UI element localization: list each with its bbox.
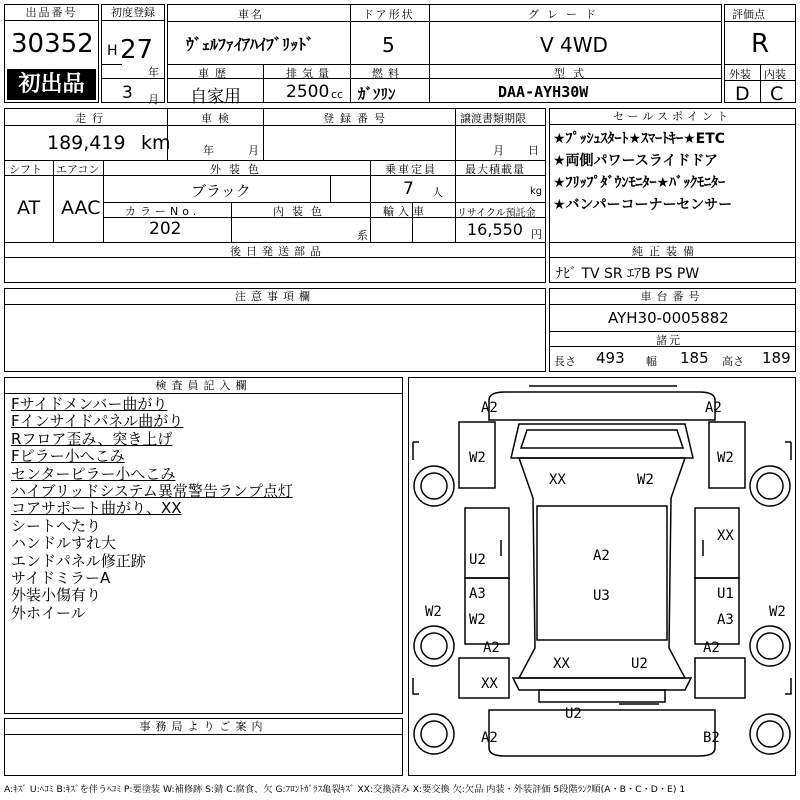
sales-point-list [553,128,732,216]
lot-box [4,4,99,103]
grade: V 4WD [540,33,608,57]
inspector-note: コアサポート曲がり、XX [11,499,182,518]
height: 189 [762,349,791,367]
damage-mark: XX [481,676,498,692]
sales-point-label: セールスポイント [550,109,795,125]
car-name: ｳﾞｪﾙﾌｧｲｱﾊｲﾌﾞﾘｯﾄﾞ [186,35,315,54]
doors: 5 [382,33,395,57]
shift: AT [17,197,41,219]
damage-mark: U2 [469,552,486,568]
transfer-day-unit: 日 [528,144,539,157]
int-color-unit: 系 [357,229,368,242]
height-label: 高さ [722,355,744,368]
fuel-label: 燃料 [372,67,404,80]
inspector-note: ハイブリッドシステム異常警告ランプ点灯 [11,482,293,501]
color: ブラック [191,182,251,200]
interior-score: C [770,83,784,105]
sales-point-item: ★ﾌﾟｯｼｭｽﾀｰﾄ★ｽﾏｰﾄｷｰ★ETC [553,131,726,147]
year-unit: 年 [148,66,159,79]
dims-label: 諸元 [656,334,682,347]
damage-mark: XX [717,528,734,544]
first-reg-year: 27 [120,35,154,65]
damage-mark: A2 [593,548,610,564]
mileage-label: 走行 [75,112,109,125]
shift-label: シフト [9,163,42,176]
damage-mark: B2 [703,730,720,746]
load-label: 最大積載量 [465,163,525,176]
width-label: 幅 [646,355,657,368]
first-reg-label: 初度登録 [102,5,164,21]
int-color-label: 内装色 [273,205,330,218]
load-unit: kg [530,186,543,197]
inspector-note: センターピラー小へこみ [11,464,176,483]
inspection-month-unit: 月 [248,144,259,157]
door-label: ドア形状 [363,8,415,21]
damage-mark: A2 [481,400,498,416]
notes-box [4,288,546,372]
damage-mark: U2 [565,706,582,722]
car-name-label: 車名 [238,8,264,21]
displacement: 2500 [286,82,330,102]
recycle: 16,550 [467,220,523,239]
equipment: ﾅﾋﾞ TV SR ｴｱB PS PW [556,266,700,282]
sales-point-item: ★バンパーコーナーセンサー [553,197,733,213]
fuel: ｶﾞｿﾘﾝ [358,85,396,103]
grade-label: グレード [528,8,604,21]
month-unit: 月 [148,93,159,106]
inspector-note: サイドミラーA [11,569,111,588]
inspector-label: 検査員記入欄 [5,378,402,394]
inspector-note: Rフロア歪み、突き上げ [11,429,173,448]
ac-label: エアコン [56,163,100,176]
damage-mark: A2 [703,640,720,656]
exterior-score: D [735,83,750,105]
sales-point-item: ★ﾌﾘｯﾌﾟﾀﾞｳﾝﾓﾆﾀｰ★ﾊﾞｯｸﾓﾆﾀｰ [553,175,726,191]
chassis-box [549,288,796,372]
inspector-note: 外ホイール [11,603,86,622]
transfer-month-unit: 月 [493,144,504,157]
damage-mark: XX [549,472,566,488]
capacity: 7 [403,179,414,199]
sales-point-item: ★両側パワースライドドア [553,153,719,169]
damage-mark: W2 [469,612,486,628]
legend: A:ｷｽﾞ U:ﾍｺﾐ B:ｷｽﾞを伴うﾍｺﾐ P:要塗装 W:補修跡 S:錆 C:腐食、欠 G:ﾌﾛﾝﾄｶﾞﾗｽ亀裂ｷｽﾞ XX:交換済み X:要交換 欠:欠品 内装・外装評価 5段階ﾗﾝｸ順(A・B・C・D・E) 1 [4,784,686,795]
later-parts-label: 後日発送部品 [230,245,326,258]
damage-mark: W2 [469,450,486,466]
mileage-unit: km [141,132,171,154]
inspector-note: ハンドルすれ大 [11,534,117,553]
inspection-label: 車検 [201,112,235,125]
first-reg-month: 3 [122,83,133,103]
history-label: 車歴 [198,67,232,80]
damage-mark: XX [553,656,570,672]
interior-label: 内装 [764,68,786,81]
ac: AAC [61,197,101,219]
inspection-year-unit: 年 [203,144,214,157]
damage-mark: A3 [717,612,734,628]
damage-mark: A2 [705,400,722,416]
score-box [724,4,796,103]
chassis-number: AYH30-0005882 [608,309,729,327]
color-no-label: カラーNo. [125,205,201,218]
office-label: 事務局よりご案内 [5,719,402,735]
recycle-unit: 円 [531,228,542,241]
era: H [107,43,118,59]
width: 185 [680,349,709,367]
inspector-note: エンドパネル修正跡 [11,551,146,570]
capacity-unit: 人 [432,186,443,199]
length: 493 [596,349,625,367]
color-no: 202 [149,219,182,239]
car-diagram [408,377,796,776]
first-reg-box [101,4,165,106]
transfer-label: 譲渡書類期限 [460,112,526,125]
history: 自家用 [190,87,241,107]
model-label: 型式 [554,67,592,80]
car-outline [409,378,795,775]
damage-mark: A2 [481,730,498,746]
model: DAA-AYH30W [498,83,589,101]
damage-mark: U2 [631,656,648,672]
notes-label: 注意事項欄 [5,289,545,305]
displacement-label: 排気量 [286,67,334,80]
cc-unit: cc [331,88,344,101]
damage-mark: W2 [769,604,786,620]
score: R [751,29,770,59]
damage-mark: W2 [425,604,442,620]
inspector-note: Fピラー小へこみ [11,447,125,466]
damage-mark: W2 [717,450,734,466]
inspector-note: シートへたり [11,516,102,535]
import-label: 輸入車 [383,205,428,218]
damage-mark: W2 [637,472,654,488]
car-info-box [167,4,722,107]
exterior-label: 外装 [729,68,751,81]
score-label: 評価点 [732,8,765,21]
capacity-label: 乗車定員 [385,163,437,176]
office-box [4,718,403,776]
chassis-label: 車台番号 [550,289,795,305]
inspector-box [4,377,403,714]
details-box [4,108,546,283]
damage-mark: U1 [717,586,734,602]
sales-point-box [549,108,796,283]
first-listing-badge: 初出品 [7,69,96,100]
registration-label: 登録番号 [323,112,391,125]
inspector-notes [11,396,293,622]
equipment-label: 純正装備 [632,245,700,258]
damage-mark: A3 [469,586,486,602]
lot-number: 30352 [11,29,94,59]
length-label: 長さ [554,355,576,368]
damage-mark: U3 [593,588,610,604]
color-label: 外装色 [210,163,267,176]
lot-label: 出品番号 [5,5,98,21]
inspector-note: Fインサイドパネル曲がり [11,412,184,431]
recycle-label: リサイクル預託金 [457,208,536,219]
inspector-note: Fサイドメンバー曲がり [11,395,168,413]
mileage: 189,419 [47,132,126,154]
inspector-note: 外装小傷有り [11,586,102,605]
damage-mark: A2 [483,640,500,656]
